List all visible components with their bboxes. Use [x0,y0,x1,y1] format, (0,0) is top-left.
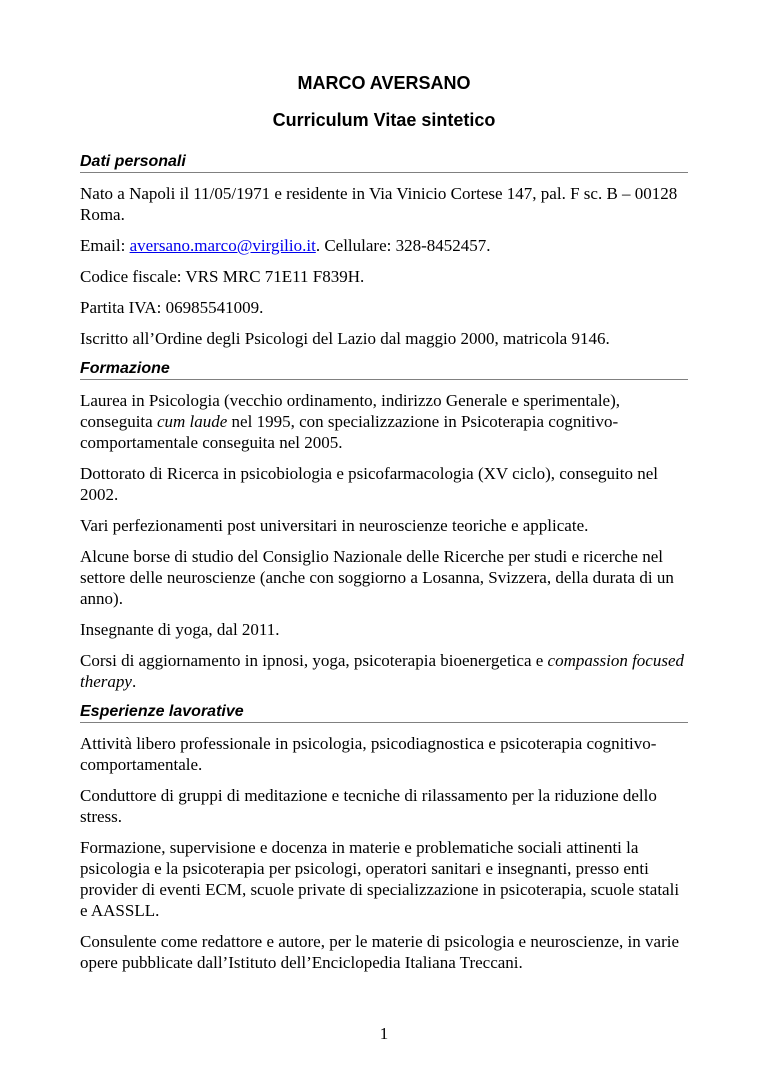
postgrad: Vari perfezionamenti post universitari in neuroscienze teoriche e applicate. [80,516,589,535]
registration: Iscritto all’Ordine degli Psicologi del Lazio dal maggio 2000, matricola 9146. [80,329,610,348]
document-title: MARCO AVERSANO [297,73,471,93]
contact-line [80,235,688,256]
courses-text: Corsi di aggiornamento in ipnosi, yoga, psicoterapia bioenergetica e [80,651,548,670]
email-link[interactable]: aversano.marco@virgilio.it [129,236,316,255]
experience-item: Conduttore di gruppi di meditazione e tecniche di rilassamento per la riduzione dello stress. [80,786,657,826]
degree-text: Laurea in Psicologia (vecchio ordinamento, indirizzo Generale e sperimentale), conseguita [80,391,620,431]
scholarships: Alcune borse di studio del Consiglio Nazionale delle Ricerche per studi e ricerche nel settore delle neuroscienze (anche con soggiorno a Losanna, Svizzera, della durata di un anno). [80,547,674,608]
birth-residence: Nato a Napoli il 11/05/1971 e residente in Via Vinicio Cortese 147, pal. F sc. B – 00128 Roma. [80,184,678,224]
experience-item: Consulente come redattore e autore, per le materie di psicologia e neuroscienze, in varie opere pubblicate dall’Istituto dell’Enciclopedia Italiana Treccani. [80,932,679,972]
section-heading-esperienze: Esperienze lavorative [80,702,688,723]
document-subtitle: Curriculum Vitae sintetico [272,110,496,130]
yoga-teacher: Insegnante di yoga, dal 2011. [80,620,280,639]
page-number: 1 [379,1024,389,1043]
experience-item: Attività libero professionale in psicologia, psicodiagnostica e psicoterapia cognitivo-comportamentale. [80,734,657,774]
degree [80,390,688,453]
experience-item: Formazione, supervisione e docenza in materie e problematiche sociali attinenti la psicologia e la psicoterapia per psicologi, operatori sanitari e insegnanti, presso enti provider di eventi ECM, scuole private di specializzazione in psicoterapia, scuole statali e AASSLL. [80,838,680,920]
section-heading-formazione: Formazione [80,359,688,380]
cv-content [80,72,688,973]
degree-honors: cum laude [156,412,228,431]
phd: Dottorato di Ricerca in psicobiologia e psicofarmacologia (XV ciclo), conseguito nel 2002. [80,464,658,504]
section-heading-dati-personali: Dati personali [80,152,688,173]
phone-text: . Cellulare: 328-8452457. [315,236,491,255]
vat-number: Partita IVA: 06985541009. [80,298,264,317]
courses [80,650,688,692]
email-label: Email: [80,236,130,255]
degree-text-end: nel 1995, con specializzazione in Psicoterapia cognitivo-comportamentale conseguita nel 2005. [80,412,619,452]
courses-end: . [131,672,137,691]
fiscal-code: Codice fiscale: VRS MRC 71E11 F839H. [80,267,365,286]
courses-cft: compassion focused therapy [80,651,685,691]
